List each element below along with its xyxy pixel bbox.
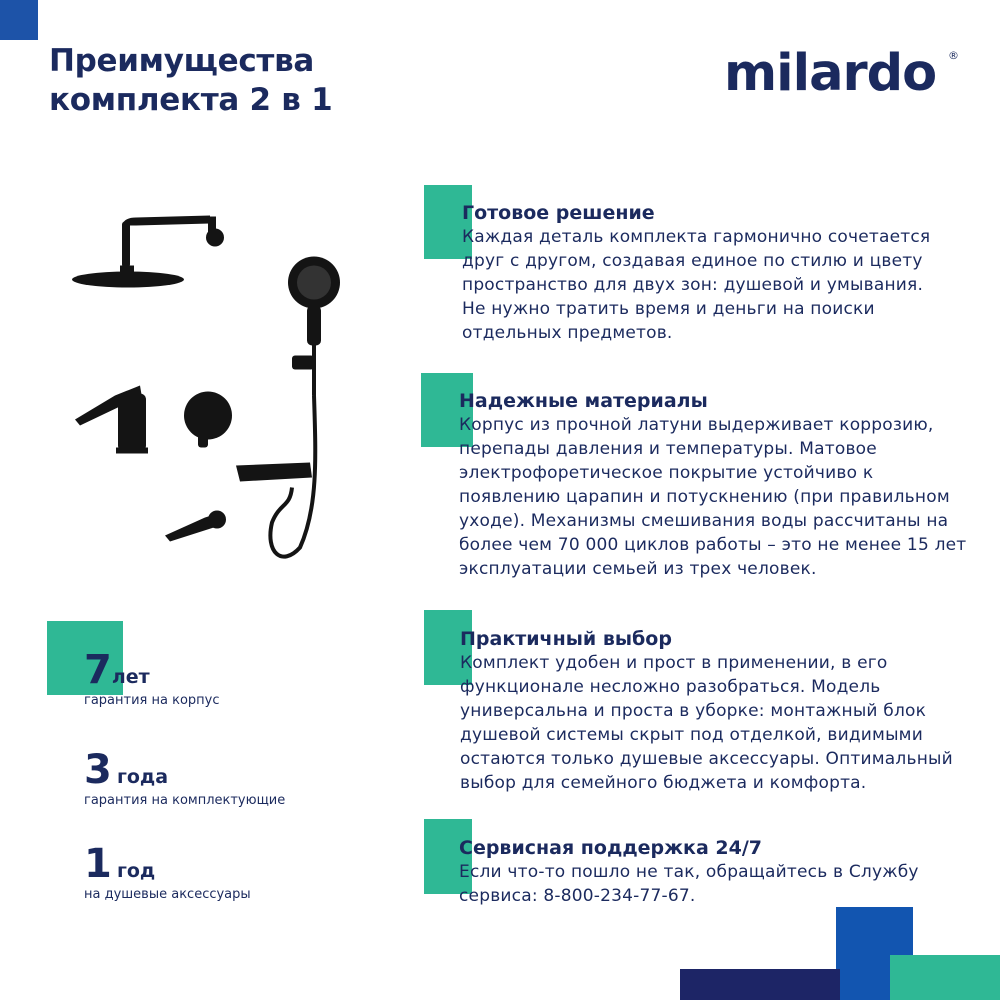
feature-line: электрофоретическое покрытие устойчиво к <box>459 463 874 483</box>
feature-line: отдельных предметов. <box>462 323 673 343</box>
page-title-line1: Преимущества <box>49 43 315 79</box>
feature-line: эксплуатации семьей из трех человек. <box>459 559 817 579</box>
feature-line: Корпус из прочной латуни выдерживает коррозию, <box>459 415 934 435</box>
feature-ready-solution <box>462 201 930 345</box>
feature-line: функционале несложно разобраться. Модель <box>460 677 881 697</box>
feature-title: Практичный выбор <box>460 628 672 650</box>
warranty-caption: гарантия на корпус <box>84 693 220 708</box>
feature-line: уходе). Механизмы смешивания воды рассчитаны на <box>459 511 949 531</box>
feature-line: сервиса: 8-800-234-77-67. <box>459 886 696 906</box>
warranty-years: 1 <box>84 841 112 887</box>
warranty-years: 7 <box>84 647 112 693</box>
page-title <box>49 42 332 120</box>
rain-shower-head-icon <box>72 216 224 288</box>
hand-shower-icon <box>270 257 340 557</box>
warranty-unit: год <box>116 860 156 882</box>
basin-faucet-icon <box>75 386 148 454</box>
milardo-logo: milardo <box>724 44 937 103</box>
feature-title: Сервисная поддержка 24/7 <box>459 837 762 859</box>
feature-body <box>459 413 966 581</box>
mixer-valve-icon <box>184 392 232 448</box>
feature-practical-choice <box>460 627 953 795</box>
feature-line: Комплект удобен и прост в применении, в его <box>460 653 888 673</box>
feature-line: душевой системы скрыт под отделкой, видимыми <box>460 725 923 745</box>
feature-body <box>460 651 953 795</box>
feature-body <box>459 860 919 908</box>
page-title-line2: комплекта 2 в 1 <box>49 82 333 118</box>
warranty-accessories <box>84 842 251 904</box>
warranty-caption: на душевые аксессуары <box>84 887 251 902</box>
corner-decoration <box>0 0 38 40</box>
feature-line: универсальна и проста в уборке: монтажный блок <box>460 701 927 721</box>
shower-set-illustration <box>60 205 360 590</box>
feature-line: остаются только душевые аксессуары. Оптимальный <box>460 749 953 769</box>
feature-line: перепады давления и температуры. Матовое <box>459 439 877 459</box>
feature-line: Каждая деталь комплекта гармонично сочетается <box>462 227 931 247</box>
warranty-unit: года <box>116 766 169 788</box>
feature-line: появлению царапин и потускнению (при правильном <box>459 487 950 507</box>
feature-line: Не нужно тратить время и деньги на поиски <box>462 299 875 319</box>
bath-spout-icon <box>165 511 226 542</box>
corner-decoration-navy <box>680 969 840 1000</box>
warranty-body <box>84 648 219 710</box>
feature-service-support <box>459 836 919 908</box>
feature-line: друг с другом, создавая единое по стилю и цвету <box>462 251 923 271</box>
warranty-components <box>84 748 285 810</box>
warranty-caption: гарантия на комплектующие <box>84 793 286 808</box>
feature-title: Надежные материалы <box>459 390 708 412</box>
feature-line: Если что-то пошло не так, обращайтесь в Службу <box>459 862 919 882</box>
feature-line: более чем 70 000 циклов работы – это не менее 15 лет <box>459 535 967 555</box>
feature-reliable-materials <box>459 389 966 581</box>
warranty-unit: лет <box>111 666 150 688</box>
warranty-years: 3 <box>84 747 112 793</box>
shower-shelf-icon <box>236 463 312 482</box>
registered-mark: ® <box>948 49 959 62</box>
feature-body <box>462 225 930 345</box>
feature-line: пространство для двух зон: душевой и умывания. <box>462 275 924 295</box>
corner-decoration-teal <box>890 955 1000 1000</box>
feature-line: выбор для семейного бюджета и комфорта. <box>460 773 867 793</box>
feature-title: Готовое решение <box>462 202 655 224</box>
